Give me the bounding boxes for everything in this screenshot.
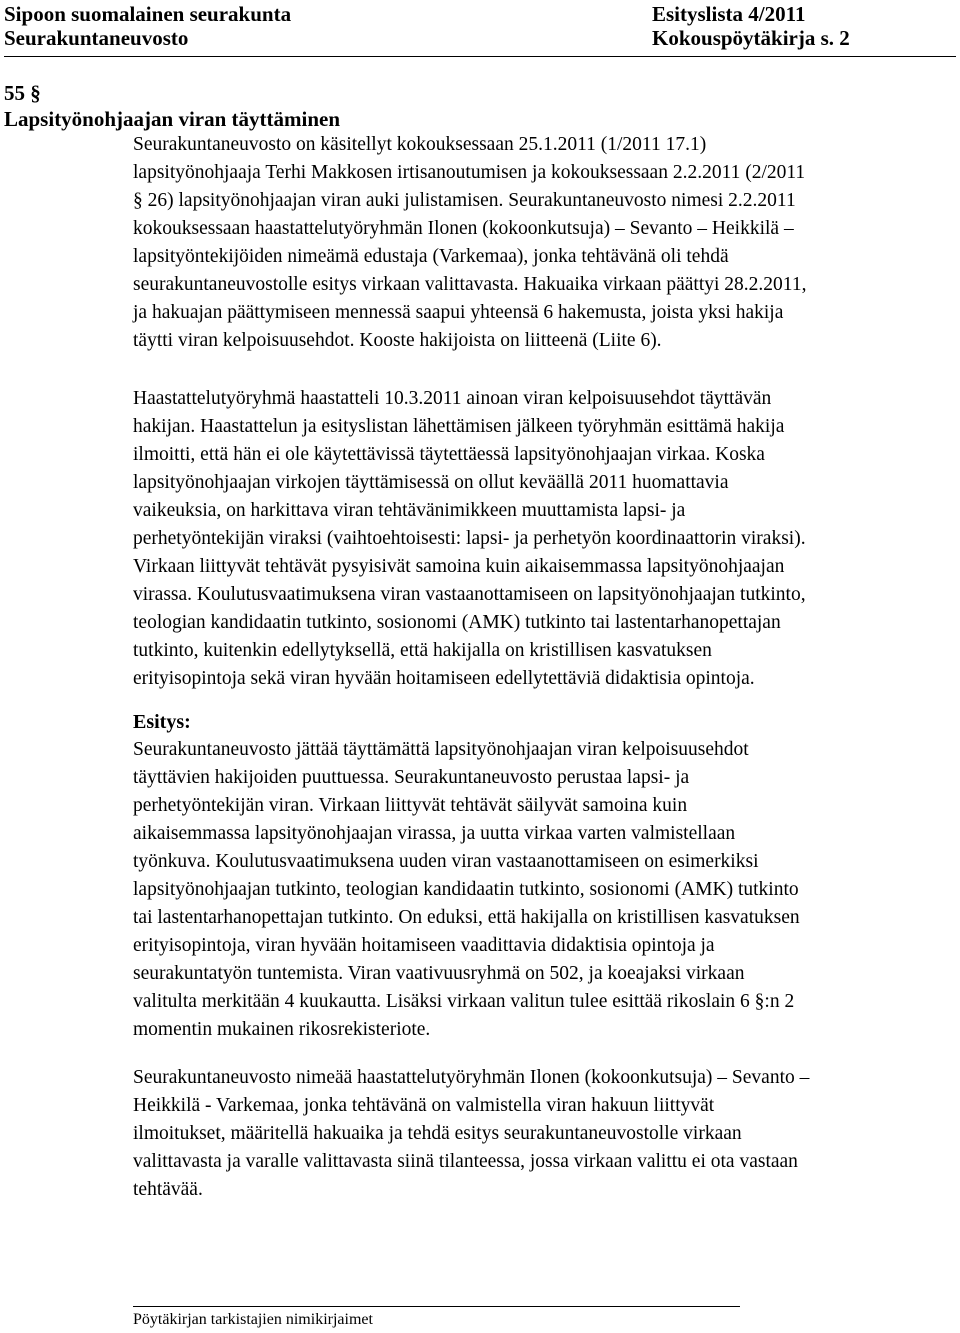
text-line: täyttävien hakijoiden puuttuessa. Seurakuntaneuvosto perustaa lapsi- ja: [133, 767, 690, 788]
section-title: Lapsityönohjaajan viran täyttäminen: [4, 107, 341, 131]
signature-rule: [133, 1306, 740, 1307]
section-number: 55 §: [4, 81, 41, 105]
text-line: momentin mukainen rikosrekisteriote.: [133, 1019, 431, 1040]
header-right: [652, 2, 850, 50]
text-line: teologian kandidaatin tutkinto, sosionomi (AMK) tutkinto tai lastentarhanopettajan: [133, 612, 781, 633]
header-left: [4, 2, 291, 50]
text-line: perhetyöntekijän viran. Virkaan liittyvät tehtävät säilyvät samoina kuin: [133, 795, 688, 816]
text-line: ilmoitti, että hän ei ole käytettävissä täytettäessä lapsityönohjaajan virkaa. Koska: [133, 444, 765, 465]
text-line: perhetyöntekijän viraksi (vaihtoehtoisesti: lapsi- ja perhetyön koordinaattorin viraksi).: [133, 528, 806, 549]
text-line: Seurakuntaneuvosto jättää täyttämättä lapsityönohjaajan viran kelpoisuusehdot: [133, 739, 749, 760]
text-line: erityisopintoja sekä viran hyvään hoitamiseen edellytettäviä didaktisia opintoja.: [133, 668, 755, 689]
paragraph-interview: [133, 385, 948, 693]
text-line: lapsityönohjaajan tutkinto, teologian kandidaatin tutkinto, sosionomi (AMK) tutkinto: [133, 879, 799, 900]
text-line: aikaisemmassa lapsityönohjaajan virassa, ja uutta virkaa varten valmistellaan: [133, 823, 736, 844]
text-line: hakijan. Haastattelun ja esityslistan lähettämisen jälkeen työryhmän esittämä hakija: [133, 416, 785, 437]
text-line: lapsityöntekijöiden nimeämä edustaja (Varkemaa), jonka tehtävänä oli tehdä: [133, 246, 729, 267]
text-line: seurakuntaneuvostolle esitys virkaan valittavasta. Hakuaika virkaan päättyi 28.2.2011,: [133, 274, 807, 295]
header-agenda: Esityslista 4/2011: [652, 2, 806, 26]
proposal-label: Esitys:: [133, 711, 191, 733]
paragraph-appointment: [133, 1064, 948, 1204]
text-line: ja hakuajan päättymiseen mennessä saapui yhteensä 6 hakemusta, joista yksi hakija: [133, 302, 784, 323]
text-line: seurakuntatyön tuntemista. Viran vaativuusryhmä on 502, ja koeajaksi virkaan: [133, 963, 745, 984]
text-line: ilmoitukset, määritellä hakuaika ja tehdä esitys seurakuntaneuvostolle virkaan: [133, 1123, 742, 1144]
header-org: Sipoon suomalainen seurakunta: [4, 2, 292, 26]
text-line: lapsityönohjaajan virkojen täyttämisessä on ollut keväällä 2011 huomattavia: [133, 472, 729, 493]
text-line: kokouksessaan haastattelutyöryhmän Ilonen (kokoonkutsuja) – Sevanto – Heikkilä –: [133, 218, 794, 239]
text-line: § 26) lapsityönohjaajan viran auki julistamisen. Seurakuntaneuvosto nimesi 2.2.2011: [133, 190, 796, 211]
header-body: Seurakuntaneuvosto: [4, 26, 189, 50]
signature-label: Pöytäkirjan tarkistajien nimikirjaimet: [133, 1311, 373, 1328]
text-line: työnkuva. Koulutusvaatimuksena uuden viran vastaanottamiseen on esimerkiksi: [133, 851, 759, 872]
text-line: erityisopintoja, viran hyvään hoitamiseen vaadittavia didaktisia opintoja ja: [133, 935, 715, 956]
text-line: valitulta merkitään 4 kuukautta. Lisäksi virkaan valitun tulee esittää rikoslain 6 §:n 2: [133, 991, 795, 1012]
text-line: Haastattelutyöryhmä haastatteli 10.3.2011 ainoan viran kelpoisuusehdot täyttävän: [133, 388, 772, 409]
text-line: tai lastentarhanopettajan tutkinto. On eduksi, että hakijalla on kristillisen kasvatuksen: [133, 907, 800, 928]
text-line: vaikeuksia, on harkittava viran tehtävänimikkeen muuttamista lapsi- ja: [133, 500, 686, 521]
header-rule: [4, 56, 956, 57]
text-line: Seurakuntaneuvosto on käsitellyt kokouksessaan 25.1.2011 (1/2011 17.1): [133, 134, 707, 155]
text-line: lapsityönohjaaja Terhi Makkosen irtisanoutumisen ja kokouksessaan 2.2.2011 (2/2011: [133, 162, 806, 183]
text-line: tehtävää.: [133, 1179, 203, 1200]
text-line: Seurakuntaneuvosto nimeää haastattelutyöryhmän Ilonen (kokoonkutsuja) – Sevanto –: [133, 1067, 810, 1088]
paragraph-background: [133, 131, 948, 355]
header-minutes: Kokouspöytäkirja s. 2: [652, 26, 850, 50]
text-line: Heikkilä - Varkemaa, jonka tehtävänä on valmistella viran hakuun liittyvät: [133, 1095, 715, 1116]
paragraph-proposal: [133, 736, 948, 1044]
text-line: täytti viran kelpoisuusehdot. Kooste hakijoista on liitteenä (Liite 6).: [133, 330, 662, 351]
text-line: tutkinto, kuitenkin edellytyksellä, että hakijalla on kristillisen kasvatuksen: [133, 640, 712, 661]
text-line: Virkaan liittyvät tehtävät pysyisivät samoina kuin aikaisemmassa lapsityönohjaajan: [133, 556, 785, 577]
text-line: virassa. Koulutusvaatimuksena viran vastaanottamiseen on lapsityönohjaajan tutkinto,: [133, 584, 806, 605]
text-line: valittavasta ja varalle valittavasta siinä tilanteessa, jossa virkaan valittu ei ota vastaan: [133, 1151, 798, 1172]
